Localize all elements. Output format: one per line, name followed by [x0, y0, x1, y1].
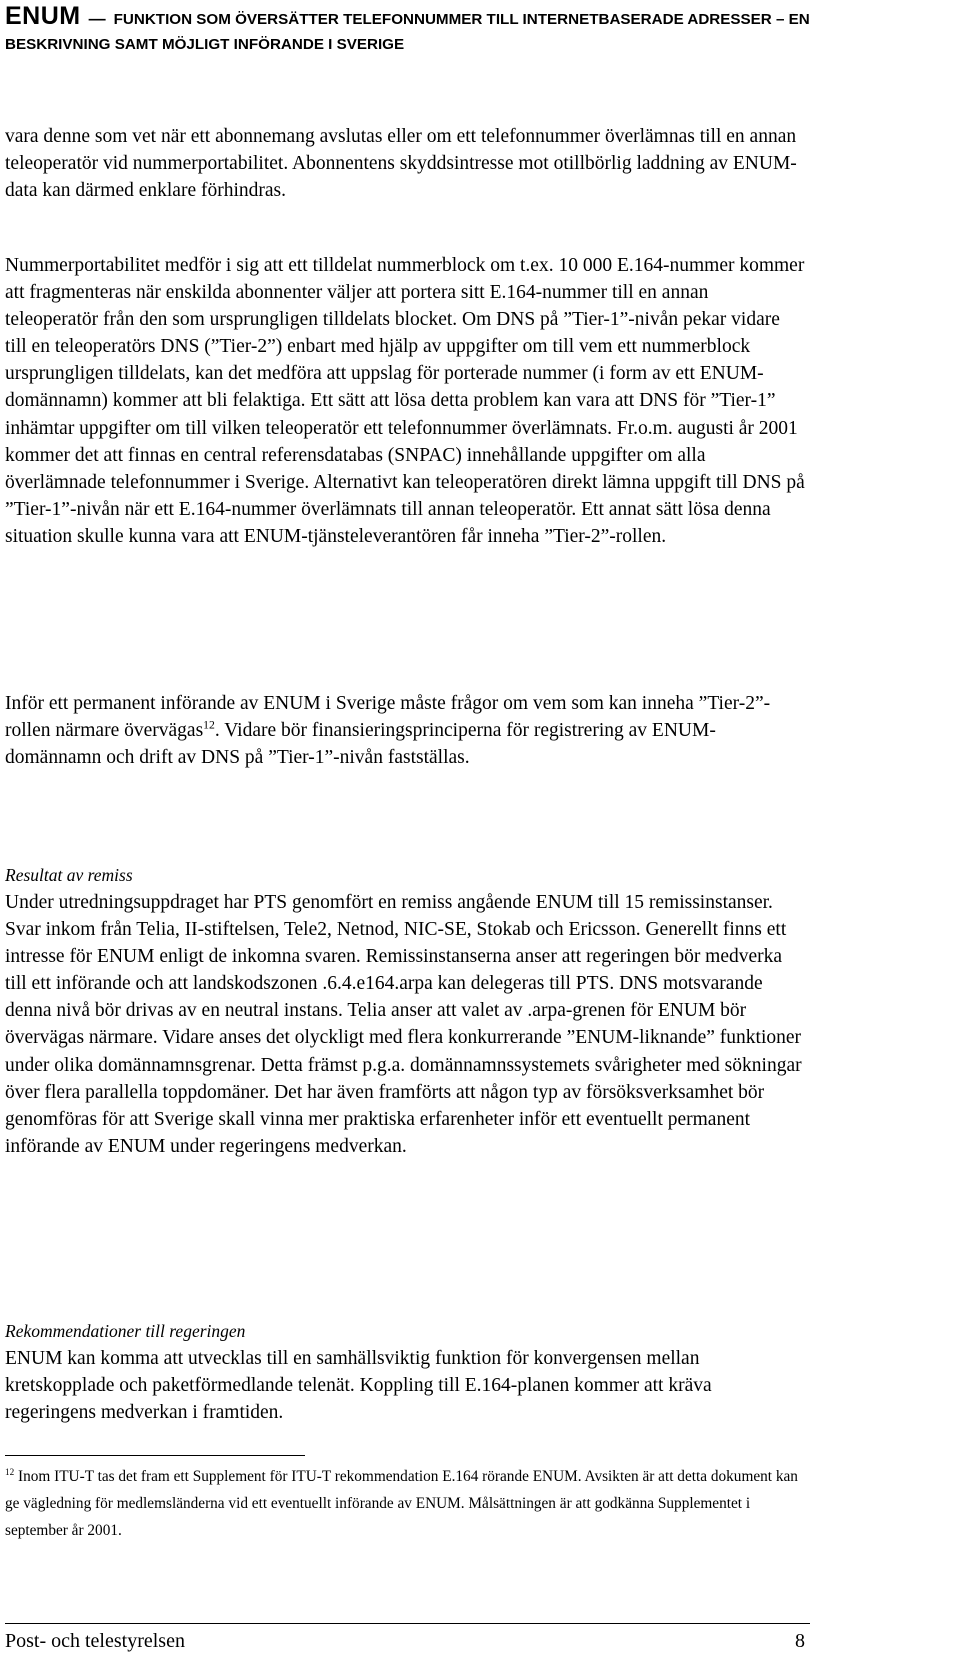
header-title-rest-1: FUNKTION SOM ÖVERSÄTTER TELEFONNUMMER TILL INTERNETBASERADE ADRESSER – EN — [113, 11, 810, 28]
section-heading-rekommendationer: Rekommendationer till regeringen — [5, 1321, 246, 1341]
section-remiss — [5, 862, 805, 1160]
paragraph-3-text-b: . Vidare bör finansieringsprinciperna för registrering av ENUM-domännamn och drift av DNS på ”Tier-1”-nivån fastställas. — [5, 720, 716, 769]
header-title-line-1 — [5, 2, 925, 34]
footnote-number: 12 — [5, 1466, 15, 1477]
footnote-text: Inom ITU-T tas det fram ett Supplement för ITU-T rekommendation E.164 rörande ENUM. Avsikten är att detta dokument kan ge vägledning för medlemsländerna vid ett eventuellt införande av ENUM. Målsättningen är att godkänna Supplementet i september år 2001. — [5, 1468, 798, 1539]
paragraph-1: vara denne som vet när ett abonnemang avslutas eller om ett telefonnummer överlämnas till en annan teleoperatör vid nummerportabilitet. Abonnentens skyddsintresse mot otillbörlig laddning av ENUM-data kan därmed enklare förhindras. — [5, 126, 797, 202]
section-rekommendationer-text: ENUM kan komma att utvecklas till en samhällsviktig funktion för konvergensen mellan kretskopplade och paketförmedlande telenät. Koppling till E.164-planen kommer att kräva regeringens medverkan i framtiden. — [5, 1348, 712, 1424]
page-number: 8 — [795, 1630, 805, 1652]
paragraph-2-block — [5, 252, 805, 550]
paragraph-2: Nummerportabilitet medför i sig att ett tilldelat nummerblock om t.ex. 10 000 E.164-nummer kommer att fragmenteras när enskilda abonnenter väljer att portera sitt E.164-nummer till en annan teleoperatör från den som ursprungligen tilldelats blocket. Om DNS på ”Tier-1”-nivån pekar vidare till en teleoperatörs DNS (”Tier-2”) enbart med hjälp av uppgifter om till vem ett nummerblock ursprungligen tilldelats, kan det medföra att uppslag för porterade nummer (i form av ett ENUM-domännamn) kommer att bli felaktiga. Ett sätt att lösa detta problem kan vara att DNS för ”Tier-1” inhämtar uppgifter om till vilken teleoperatör ett telefonnummer överlämnats. Fr.o.m. augusti år 2001 kommer det att finnas en central referensdatabas (SNPAC) innehållande uppgifter om alla överlämnade telefonnummer i Sverige. Alternativt kan teleoperatören direkt lämna uppgift till DNS på ”Tier-1”-nivån när ett E.164-nummer överlämnats till annan teleoperatör. Ett annat sätt lösa denna situation skulle kunna vara att ENUM-tjänsteleverantören får inneha ”Tier-2”-rollen. — [5, 255, 805, 547]
footnote — [5, 1463, 805, 1544]
footnote-divider — [5, 1455, 305, 1456]
footer-publisher: Post- och telestyrelsen — [5, 1630, 185, 1652]
header-title-main: ENUM — [5, 2, 81, 30]
footnote-paragraph — [5, 1463, 805, 1544]
paragraph-1-block — [5, 123, 805, 204]
section-remiss-text: Under utredningsuppdraget har PTS genomfört en remiss angående ENUM till 15 remissinstanser. Svar inkom från Telia, II-stiftelsen, Tele2, Netnod, NIC-SE, Stokab och Ericsson. Generellt finns ett intresse för ENUM enligt de inkomna svaren. Remissinstanserna anser att regeringen bör medverka till ett införande och att landskodszonen .6.4.e164.arpa kan delegeras till PTS. DNS motsvarande denna nivå bör drivas av en neutral instans. Telia anser att valet av .arpa-grenen för ENUM bör övervägas närmare. Vidare anses det olyckligt med flera konkurrerande ”ENUM-liknande” funktioner under olika domännamnsgrenar. Detta främst p.g.a. domännamnssystemets svårigheter med sökningar över flera parallella toppdomäner. Det har även framförts att någon typ av försöksverksamhet bör genomföras för att Sverige skall vinna mer praktiska erfarenheter inför ett eventuellt permanent införande av ENUM under regeringens medverkan. — [5, 892, 802, 1157]
paragraph-3-block — [5, 690, 805, 771]
section-heading-remiss: Resultat av remiss — [5, 865, 133, 885]
paragraph-3 — [5, 690, 805, 771]
section-rekommendationer — [5, 1318, 805, 1426]
header-dash: — — [88, 9, 106, 28]
footnote-reference: 12 — [203, 718, 215, 732]
header-title-line-2: BESKRIVNING SAMT MÖJLIGT INFÖRANDE I SVERIGE — [5, 36, 405, 53]
page-header — [5, 2, 925, 56]
paragraph-3-text-a: Inför ett permanent införande av ENUM i Sverige måste frågor om vem som kan inneha ”Tier-2”-rollen närmare övervägas — [5, 693, 771, 742]
footer-divider — [5, 1623, 810, 1624]
